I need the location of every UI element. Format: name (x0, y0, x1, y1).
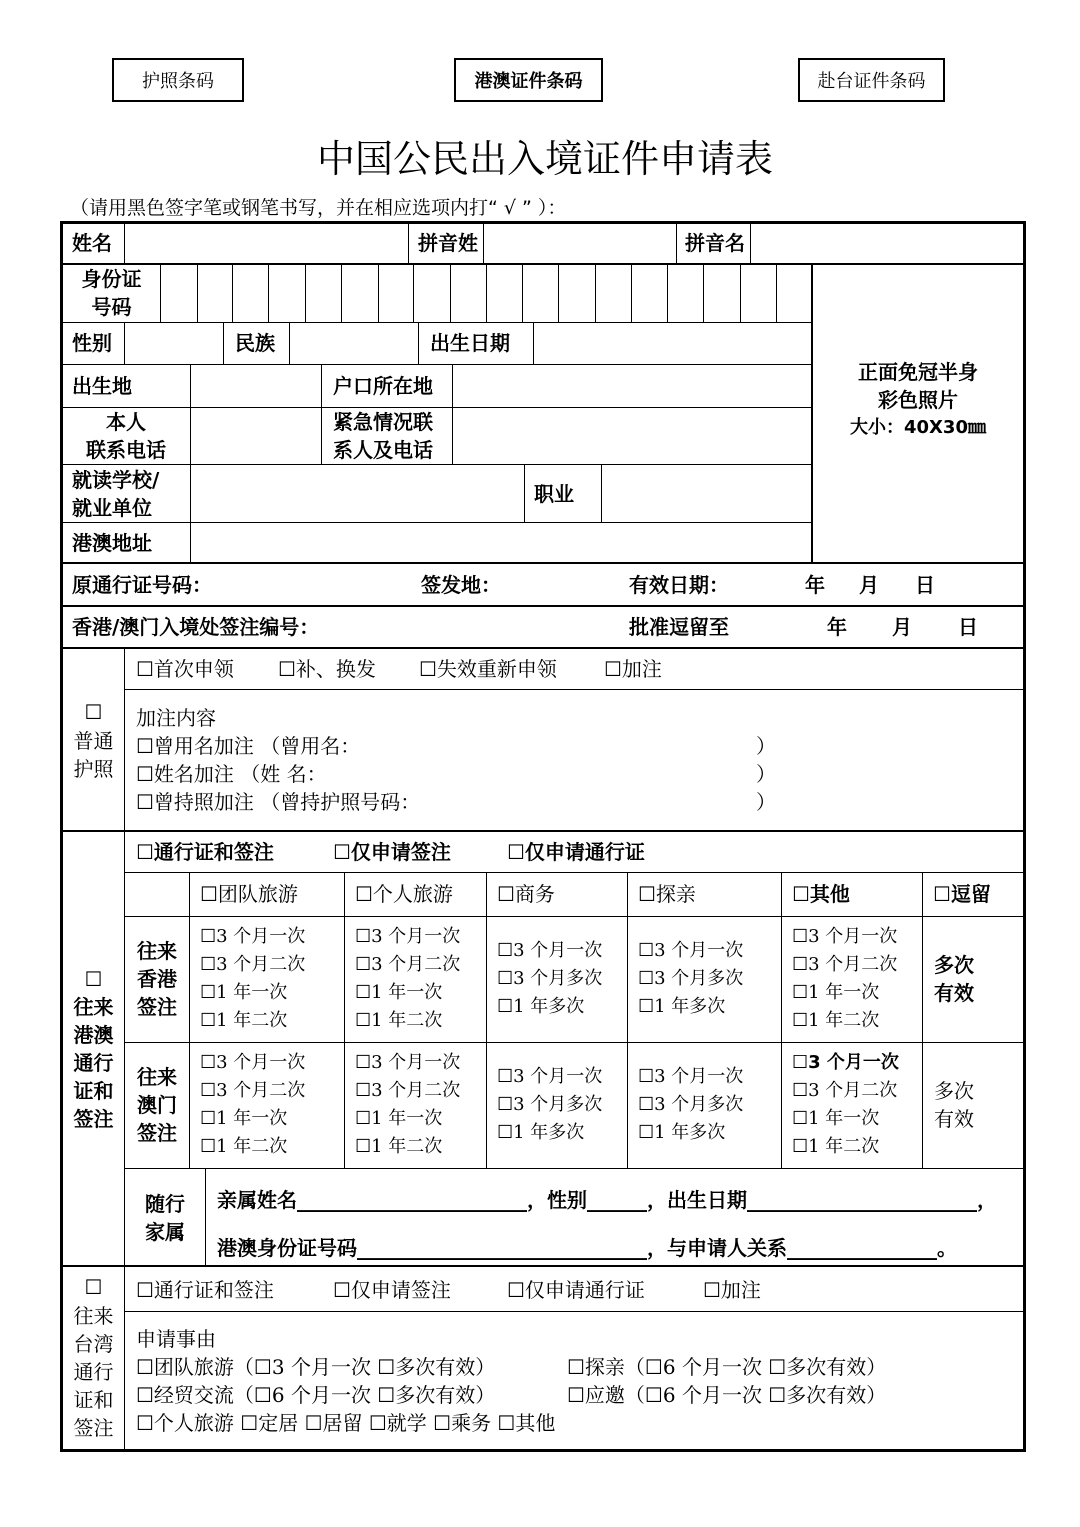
category-stay[interactable]: ☐逗留 (933, 882, 991, 906)
taiwan-section-label-line2: 台湾 (73, 1332, 114, 1356)
family-name-gender-birth-line[interactable]: 亲属姓名_______________________，性别______，出生日期_______________________， (217, 1188, 997, 1212)
macau-group-option[interactable]: ☐3 个月二次 (200, 1080, 306, 1101)
hk-family-option[interactable]: ☐3 个月一次 (638, 940, 744, 961)
emergency-label-line1: 紧急情况联 (333, 410, 433, 434)
taiwan-reason-invitation[interactable]: ☐应邀（☐6 个月一次 ☐多次有效） (567, 1383, 887, 1407)
name-label: 姓名 (72, 231, 112, 255)
household-label: 户口所在地 (333, 374, 433, 398)
hk-macau-barcode-box: 港澳证件条码 (454, 58, 603, 102)
macau-business-option[interactable]: ☐1 年多次 (497, 1122, 585, 1143)
hkmo-section-label-line2: 港澳 (73, 1023, 114, 1047)
hk-stay-multiple-line2: 有效 (934, 981, 974, 1005)
macau-endorsement-label-line1: 往来 (137, 1065, 177, 1089)
family-label-line2: 家属 (145, 1220, 185, 1244)
passport-option-annotation[interactable]: ☐加注 (604, 657, 662, 681)
hk-business-option[interactable]: ☐3 个月多次 (497, 968, 603, 989)
hkmo-section-label-line3: 通行 (73, 1051, 114, 1075)
passport-barcode-box: 护照条码 (112, 58, 244, 102)
form-title: 中国公民出入境证件申请表 (316, 137, 773, 181)
annotation-paren-close-1: ） (756, 734, 776, 758)
macau-stay-multiple-line2: 有效 (934, 1107, 974, 1131)
macau-business-option[interactable]: ☐3 个月多次 (497, 1094, 603, 1115)
category-individual-tour[interactable]: ☐个人旅游 (355, 882, 453, 906)
hk-individual-option[interactable]: ☐1 年一次 (355, 982, 443, 1003)
macau-other-option[interactable]: ☐3 个月一次 (792, 1052, 899, 1073)
taiwan-section-label-line1: 往来 (73, 1304, 114, 1328)
hkmo-section-checkbox[interactable]: ☐ (84, 967, 103, 991)
hk-individual-option[interactable]: ☐3 个月一次 (355, 926, 461, 947)
emergency-label-line2: 系人及电话 (333, 438, 433, 462)
macau-other-option[interactable]: ☐3 个月二次 (792, 1080, 898, 1101)
annotation-name[interactable]: ☐姓名加注 （姓 名： (136, 762, 327, 786)
family-id-relationship-line[interactable]: 港澳身份证号码_____________________________，与申请人关系_______________。 (217, 1236, 957, 1260)
instruction-text: （请用黑色签字笔或钢笔书写，并在相应选项内打“ √ ” ）： (70, 197, 567, 219)
hkmo-option-permit-and-endorsement[interactable]: ☐通行证和签注 (136, 840, 274, 864)
photo-label-line2: 彩色照片 (878, 388, 958, 412)
macau-individual-option[interactable]: ☐1 年二次 (355, 1136, 443, 1157)
macau-group-option[interactable]: ☐3 个月一次 (200, 1052, 306, 1073)
hk-group-option[interactable]: ☐3 个月一次 (200, 926, 306, 947)
hk-other-option[interactable]: ☐3 个月二次 (792, 954, 898, 975)
hk-group-option[interactable]: ☐3 个月二次 (200, 954, 306, 975)
hk-endorsement-label-line1: 往来 (137, 939, 177, 963)
annotation-content-title: 加注内容 (136, 706, 216, 730)
birth-date-label: 出生日期 (430, 331, 510, 355)
approved-stay-label: 批准逗留至 (629, 615, 729, 639)
pinyin-given-label: 拼音名 (685, 231, 745, 255)
photo-label-line3: 大小：40X30㎜ (850, 417, 986, 438)
hkmo-option-permit-only[interactable]: ☐仅申请通行证 (507, 840, 645, 864)
annotation-former-passport[interactable]: ☐曾持照加注 （曾持护照号码： (136, 790, 421, 814)
macau-other-option[interactable]: ☐1 年二次 (792, 1136, 880, 1157)
photo-label-line1: 正面免冠半身 (858, 360, 978, 384)
endorsement-number-label: 香港/澳门入境处签注编号： (72, 615, 320, 639)
annotation-former-name[interactable]: ☐曾用名加注 （曾用名： (136, 734, 361, 758)
taiwan-reason-title: 申请事由 (136, 1327, 216, 1351)
category-group-tour[interactable]: ☐团队旅游 (200, 882, 298, 906)
hk-address-label: 港澳地址 (72, 531, 152, 555)
family-label-line1: 随行 (145, 1192, 185, 1216)
occupation-label: 职业 (534, 482, 574, 506)
birthplace-label: 出生地 (72, 374, 132, 398)
hk-individual-option[interactable]: ☐3 个月二次 (355, 954, 461, 975)
passport-option-reissue[interactable]: ☐补、换发 (278, 657, 376, 681)
validity-month-label: 月 (859, 573, 879, 597)
hk-business-option[interactable]: ☐3 个月一次 (497, 940, 603, 961)
stay-year-label: 年 (827, 615, 847, 639)
hk-other-option[interactable]: ☐1 年一次 (792, 982, 880, 1003)
annotation-paren-close-2: ） (756, 762, 776, 786)
hk-other-option[interactable]: ☐3 个月一次 (792, 926, 898, 947)
hk-family-option[interactable]: ☐3 个月多次 (638, 968, 744, 989)
school-label-line2: 就业单位 (72, 496, 152, 520)
taiwan-option-annotation[interactable]: ☐加注 (703, 1278, 761, 1302)
annotation-paren-close-3: ） (756, 790, 776, 814)
macau-stay-multiple-line1: 多次 (934, 1079, 974, 1103)
hkmo-section-label-line1: 往来 (73, 995, 114, 1019)
stay-month-label: 月 (892, 615, 912, 639)
macau-group-option[interactable]: ☐1 年二次 (200, 1136, 288, 1157)
taiwan-reason-trade[interactable]: ☐经贸交流（☐6 个月一次 ☐多次有效） (136, 1383, 496, 1407)
taiwan-reason-group-tour[interactable]: ☐团队旅游（☐3 个月一次 ☐多次有效） (136, 1355, 496, 1379)
gender-label: 性别 (72, 331, 112, 355)
passport-option-reapply-invalid[interactable]: ☐失效重新申领 (419, 657, 557, 681)
passport-section-label-line1: 普通 (73, 729, 114, 753)
macau-individual-option[interactable]: ☐1 年一次 (355, 1108, 443, 1129)
ethnicity-label: 民族 (235, 331, 275, 355)
taiwan-barcode-box: 赴台证件条码 (798, 58, 945, 102)
hk-group-option[interactable]: ☐1 年二次 (200, 1010, 288, 1031)
category-family-visit[interactable]: ☐探亲 (638, 882, 696, 906)
school-label-line1: 就读学校/ (72, 468, 160, 492)
issue-place-label: 签发地： (421, 573, 501, 597)
hk-business-option[interactable]: ☐1 年多次 (497, 996, 585, 1017)
taiwan-option-permit-only[interactable]: ☐仅申请通行证 (507, 1278, 645, 1302)
phone-label-line2: 联系电话 (86, 438, 166, 462)
macau-business-option[interactable]: ☐3 个月一次 (497, 1066, 603, 1087)
hk-individual-option[interactable]: ☐1 年二次 (355, 1010, 443, 1031)
id-number-label-line1: 身份证 (81, 267, 142, 291)
passport-section-checkbox[interactable]: ☐ (84, 700, 103, 724)
hk-endorsement-label-line2: 香港 (137, 967, 177, 991)
taiwan-option-permit-and-endorsement[interactable]: ☐通行证和签注 (136, 1278, 274, 1302)
hk-family-option[interactable]: ☐1 年多次 (638, 996, 726, 1017)
hkmo-section-label-line4: 证和 (73, 1079, 114, 1103)
hk-other-option[interactable]: ☐1 年二次 (792, 1010, 880, 1031)
taiwan-section-checkbox[interactable]: ☐ (84, 1275, 103, 1299)
macau-family-option[interactable]: ☐3 个月多次 (638, 1094, 744, 1115)
macau-family-option[interactable]: ☐1 年多次 (638, 1122, 726, 1143)
hk-stay-multiple-line1: 多次 (934, 953, 974, 977)
id-number-label-line2: 号码 (91, 295, 132, 319)
macau-family-option[interactable]: ☐3 个月一次 (638, 1066, 744, 1087)
old-permit-number-label: 原通行证号码： (72, 573, 212, 597)
macau-other-option[interactable]: ☐1 年一次 (792, 1108, 880, 1129)
taiwan-section-label-line4: 证和 (73, 1388, 114, 1412)
hkmo-section-label-line5: 签注 (73, 1107, 114, 1131)
passport-section-label-line2: 护照 (73, 757, 114, 781)
validity-label: 有效日期： (629, 573, 729, 597)
taiwan-section-label-line5: 签注 (73, 1416, 114, 1440)
phone-label-line1: 本人 (106, 410, 146, 434)
category-business[interactable]: ☐商务 (497, 882, 555, 906)
category-other[interactable]: ☐其他 (792, 882, 850, 906)
macau-individual-option[interactable]: ☐3 个月一次 (355, 1052, 461, 1073)
macau-group-option[interactable]: ☐1 年一次 (200, 1108, 288, 1129)
hk-endorsement-label-line3: 签注 (137, 995, 177, 1019)
taiwan-section-label-line3: 通行 (73, 1360, 114, 1384)
macau-individual-option[interactable]: ☐3 个月二次 (355, 1080, 461, 1101)
macau-endorsement-label-line2: 澳门 (137, 1093, 177, 1117)
pinyin-surname-label: 拼音姓 (418, 231, 478, 255)
taiwan-reason-other-options[interactable]: ☐个人旅游 ☐定居 ☐居留 ☐就学 ☐乘务 ☐其他 (136, 1411, 556, 1435)
passport-option-first-application[interactable]: ☐首次申领 (136, 657, 234, 681)
hkmo-option-endorsement-only[interactable]: ☐仅申请签注 (333, 840, 451, 864)
taiwan-option-endorsement-only[interactable]: ☐仅申请签注 (333, 1278, 451, 1302)
validity-year-label: 年 (805, 573, 825, 597)
stay-day-label: 日 (958, 615, 978, 639)
taiwan-reason-family-visit[interactable]: ☐探亲（☐6 个月一次 ☐多次有效） (567, 1355, 887, 1379)
hk-group-option[interactable]: ☐1 年一次 (200, 982, 288, 1003)
macau-endorsement-label-line3: 签注 (137, 1121, 177, 1145)
validity-day-label: 日 (915, 573, 935, 597)
